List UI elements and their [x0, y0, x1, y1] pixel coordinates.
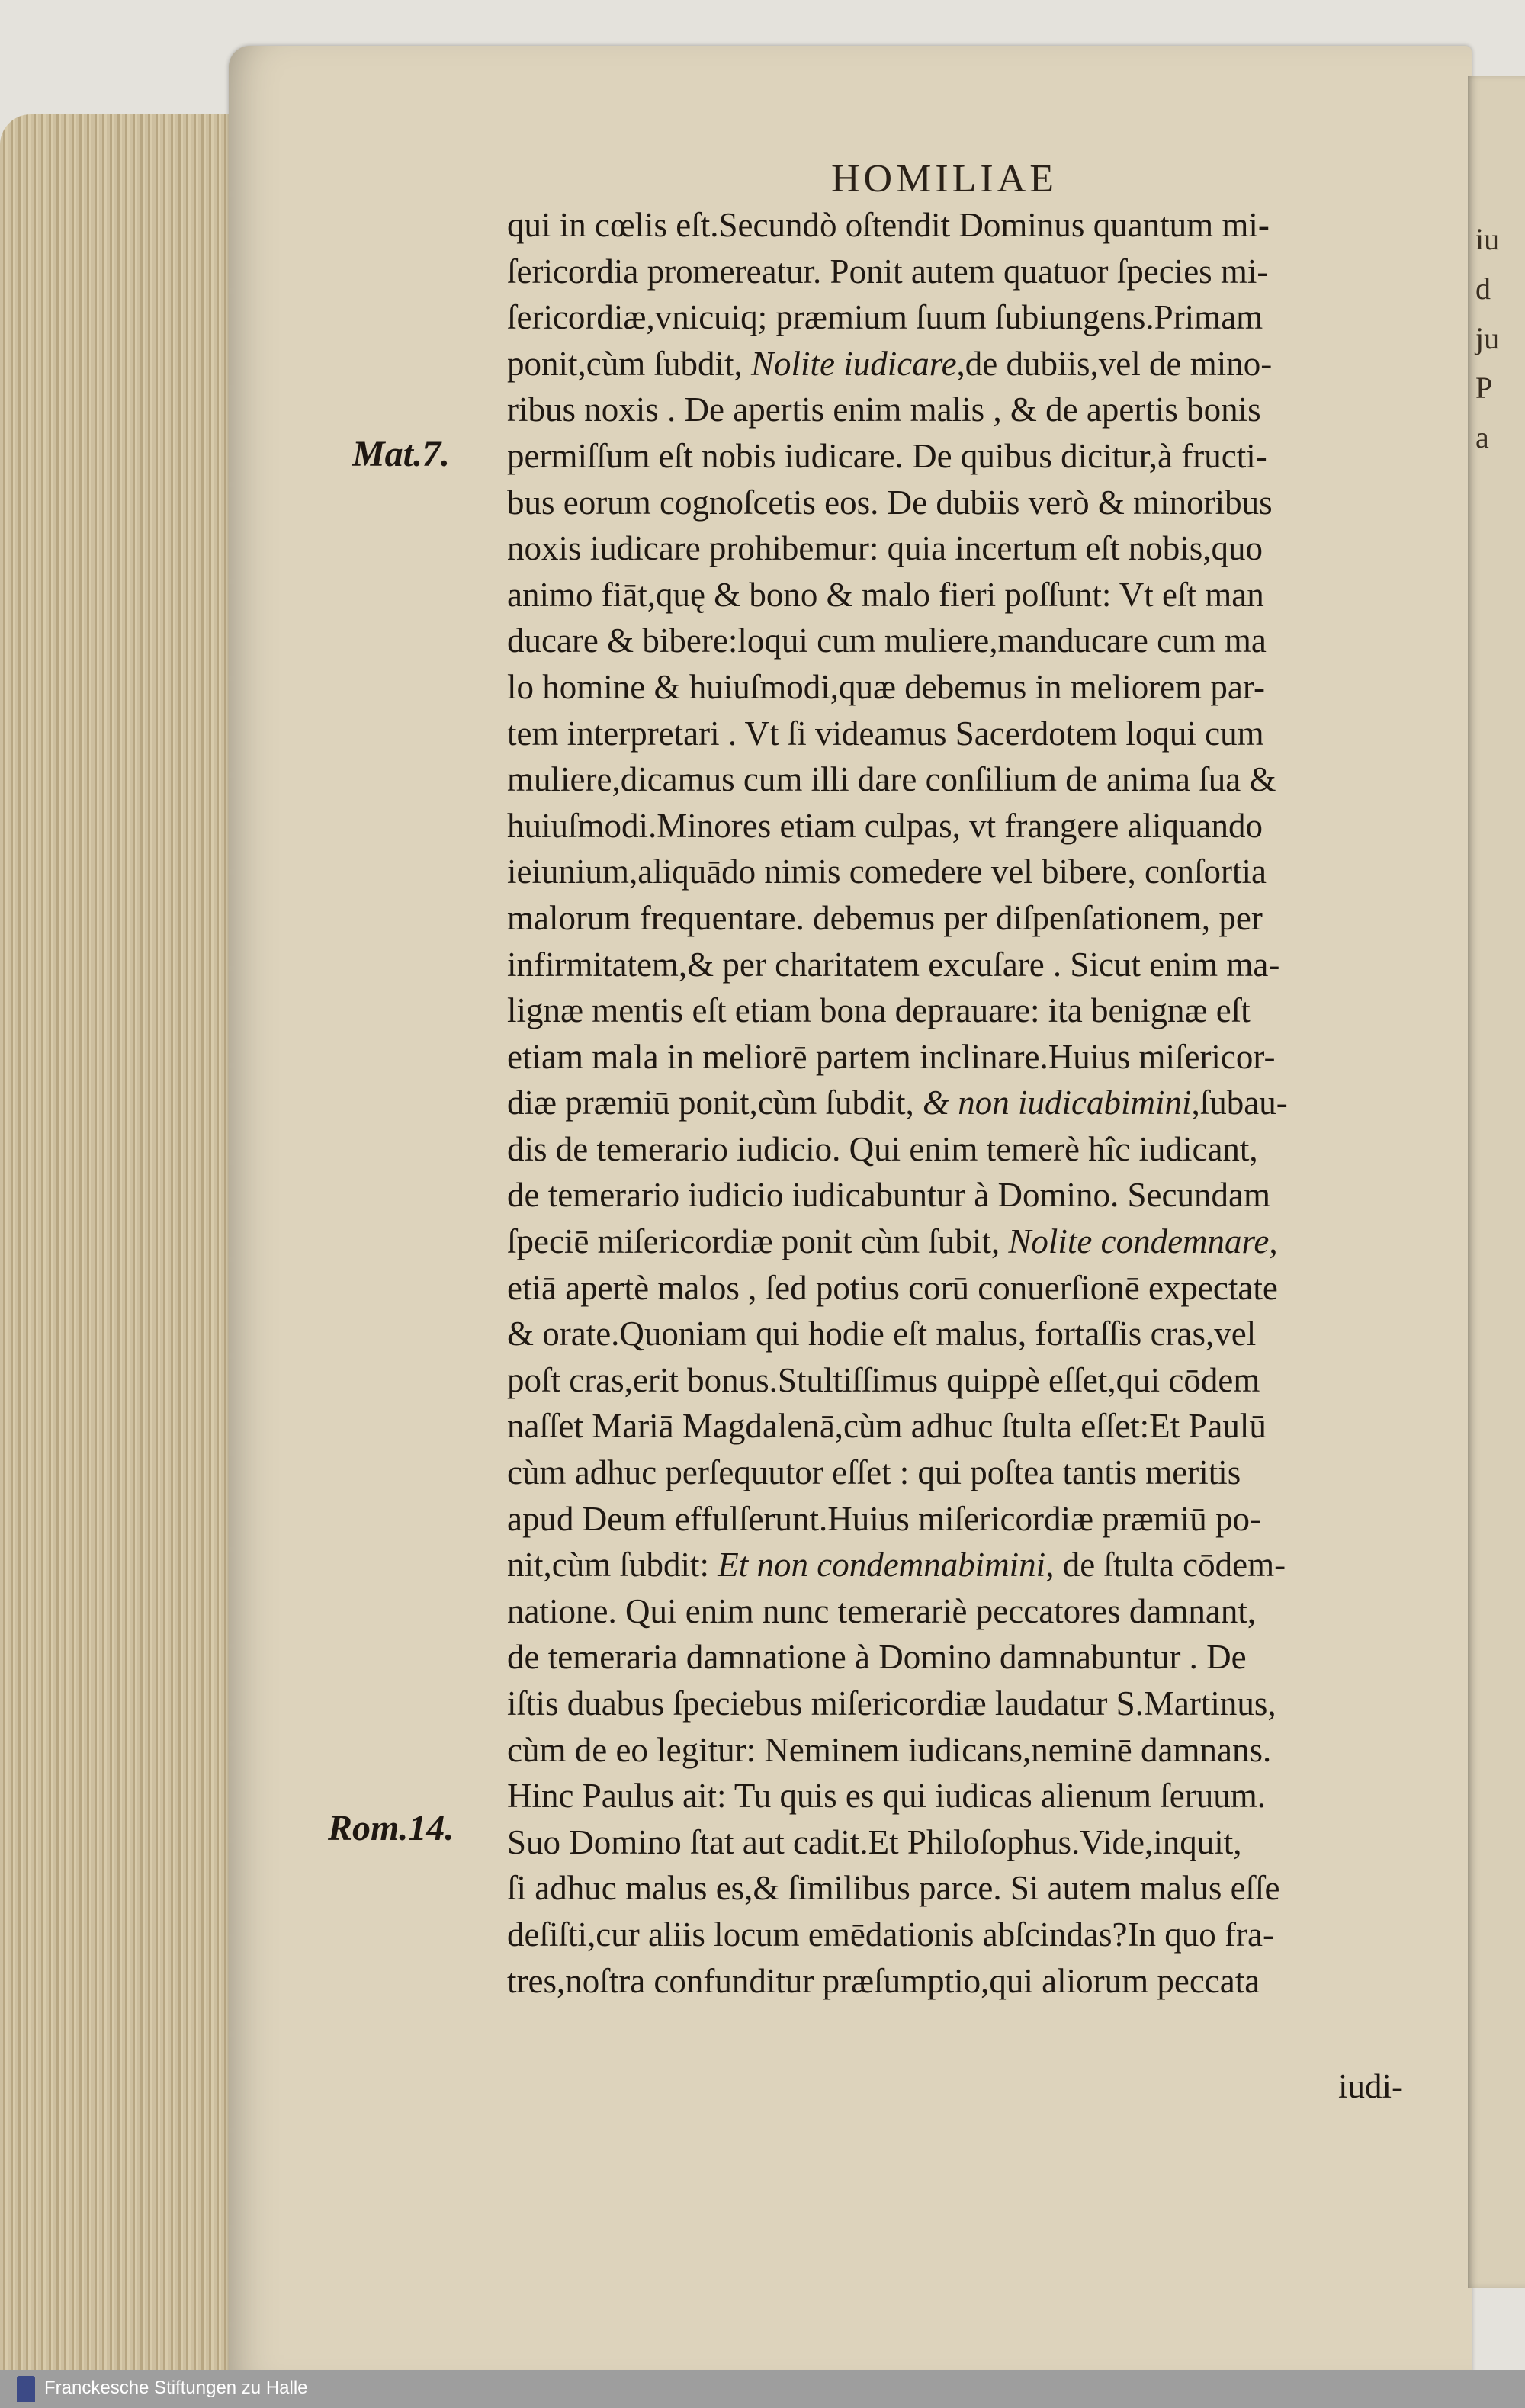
- text-run: etiā apertè malos , ſed potius corū conuerſionē expectate: [507, 1268, 1278, 1307]
- text-line: [507, 1311, 1430, 1357]
- text-line: [507, 1265, 1430, 1312]
- text-run: permiſſum eſt nobis iudicare. De quibus dicitur,à fructi-: [507, 436, 1267, 475]
- facing-page-fragment: d: [1475, 271, 1491, 306]
- text-run: poſt cras,erit bonus.Stultiſſimus quippè eſſet,qui cōdem: [507, 1360, 1260, 1399]
- text-run: ,: [1269, 1222, 1278, 1261]
- text-line: [507, 895, 1430, 942]
- text-run: ponit,cùm ſubdit,: [507, 344, 751, 383]
- text-line: [507, 1634, 1430, 1681]
- text-line: [507, 480, 1430, 526]
- text-line: [507, 1450, 1430, 1496]
- text-line: [507, 1034, 1430, 1080]
- text-run: ſericordiæ,vnicuiq; præmium ſuum ſubiungens.Primam: [507, 298, 1263, 337]
- italic-quote: Nolite iudicare: [751, 344, 957, 383]
- italic-quote: Et non condemnabimini: [718, 1546, 1046, 1584]
- text-run: lo homine & huiuſmodi,quæ debemus in meliorem par-: [507, 667, 1265, 706]
- margin-note-mat: Mat.7.: [352, 434, 451, 474]
- text-line: [507, 1681, 1430, 1727]
- text-line: [507, 572, 1430, 618]
- text-run: noxis iudicare prohibemur: quia incertum eſt nobis,quo: [507, 529, 1263, 568]
- italic-quote: & non iudicabimini: [923, 1084, 1192, 1122]
- text-run: etiam mala in meliorē partem inclinare.Huius miſericor-: [507, 1037, 1276, 1076]
- running-head: HOMILIAE: [831, 157, 1058, 201]
- italic-quote: Nolite condemnare: [1008, 1222, 1270, 1261]
- text-run: & orate.Quoniam qui hodie eſt malus, fortaſſis cras,vel: [507, 1315, 1257, 1353]
- text-line: [507, 1727, 1430, 1774]
- text-line: [507, 664, 1430, 711]
- text-run: muliere,dicamus cum illi dare conſilium de anima ſua &: [507, 760, 1276, 799]
- text-line: [507, 987, 1430, 1034]
- facing-page-fragment: P: [1475, 371, 1493, 405]
- text-run: natione. Qui enim nunc temerariè peccatores damnant,: [507, 1591, 1257, 1630]
- text-run: apud Deum effulſerunt.Huius miſericordiæ præmiū po-: [507, 1499, 1261, 1538]
- text-line: [507, 341, 1430, 387]
- text-run: tres,noſtra confunditur præſumptio,qui aliorum peccata: [507, 1961, 1260, 2000]
- text-run: cùm adhuc perſequutor eſſet : qui poſtea tantis meritis: [507, 1453, 1241, 1492]
- text-run: de temerario iudicio iudicabuntur à Domino. Secundam: [507, 1176, 1270, 1215]
- text-run: ieiunium,aliquādo nimis comedere vel bibere, conſortia: [507, 852, 1267, 891]
- text-line: [507, 1126, 1430, 1173]
- text-line: [507, 387, 1430, 433]
- text-line: [507, 1542, 1430, 1588]
- facing-page-fragment: iu: [1475, 222, 1500, 256]
- text-run: diæ præmiū ponit,cùm ſubdit,: [507, 1084, 923, 1122]
- text-line: [507, 294, 1430, 341]
- text-line: [507, 1357, 1430, 1404]
- text-run: Hinc Paulus ait: Tu quis es qui iudicas alienum ſeruum.: [507, 1777, 1266, 1816]
- facing-page-strip: [1468, 76, 1525, 2288]
- text-line: [507, 1403, 1430, 1450]
- text-line: [507, 433, 1430, 480]
- text-run: cùm de eo legitur: Neminem iudicans,neminē damnans.: [507, 1730, 1272, 1769]
- text-line: [507, 1865, 1430, 1912]
- text-run: dis de temerario iudicio. Qui enim temerè hîc iudicant,: [507, 1129, 1258, 1168]
- text-line: [507, 202, 1430, 249]
- text-run: infirmitatem,& per charitatem excuſare . Sicut enim ma-: [507, 945, 1280, 984]
- text-run: huiuſmodi.Minores etiam culpas, vt frangere aliquando: [507, 806, 1263, 845]
- text-run: ,ſubau-: [1191, 1084, 1288, 1122]
- text-line: [507, 756, 1430, 803]
- text-line: [507, 1496, 1430, 1543]
- text-run: ribus noxis . De apertis enim malis , & de apertis bonis: [507, 390, 1261, 429]
- margin-note-rom: Rom.14.: [328, 1808, 454, 1848]
- body-text: [507, 202, 1430, 2004]
- text-line: [507, 1773, 1430, 1819]
- text-line: [507, 711, 1430, 757]
- text-run: ,de dubiis,vel de mino-: [956, 344, 1273, 383]
- text-line: [507, 249, 1430, 295]
- text-run: qui in cœlis eſt.Secundò oſtendit Dominus quantum mi-: [507, 206, 1270, 244]
- text-line: [507, 942, 1430, 988]
- text-run: naſſet Mariā Magdalenā,cùm adhuc ſtulta eſſet:Et Paulū: [507, 1407, 1267, 1446]
- text-run: ducare & bibere:loqui cum muliere,manducare cum ma: [507, 621, 1267, 660]
- text-line: [507, 1912, 1430, 1958]
- text-run: deſiſti,cur aliis locum emēdationis abſcindas?In quo fra-: [507, 1915, 1274, 1954]
- text-line: [507, 1218, 1430, 1265]
- text-line: [507, 849, 1430, 895]
- text-line: [507, 1080, 1430, 1126]
- catchword: iudi-: [1338, 2067, 1403, 2105]
- facing-page-fragment: ju: [1475, 321, 1500, 355]
- text-run: ſericordia promereatur. Ponit autem quatuor ſpecies mi-: [507, 252, 1269, 291]
- text-run: tem interpretari . Vt ſi videamus Sacerdotem loqui cum: [507, 714, 1264, 753]
- text-run: malorum frequentare. debemus per diſpenſationem, per: [507, 898, 1263, 937]
- text-run: animo fiāt,quę & bono & malo fieri poſſunt: Vt eſt man: [507, 575, 1264, 614]
- text-line: [507, 1819, 1430, 1866]
- facing-page-fragment: a: [1475, 420, 1489, 454]
- text-run: , de ſtulta cōdem-: [1045, 1546, 1286, 1584]
- text-run: Suo Domino ſtat aut cadit.Et Philoſophus.Vide,inquit,: [507, 1822, 1242, 1861]
- text-run: nit,cùm ſubdit:: [507, 1546, 718, 1584]
- text-run: de temeraria damnatione à Domino damnabuntur . De: [507, 1638, 1247, 1677]
- text-line: [507, 803, 1430, 849]
- text-run: lignæ mentis eſt etiam bona deprauare: ita benignæ eſt: [507, 991, 1250, 1030]
- text-run: iſtis duabus ſpeciebus miſericordiæ laudatur S.Martinus,: [507, 1684, 1276, 1723]
- text-line: [507, 1958, 1430, 2005]
- text-line: [507, 1172, 1430, 1218]
- text-line: [507, 525, 1430, 572]
- book-page-edges: [0, 114, 236, 2402]
- text-run: bus eorum cognoſcetis eos. De dubiis verò & minoribus: [507, 483, 1273, 522]
- institution-logo-icon: [17, 2376, 35, 2402]
- text-run: ſpeciē miſericordiæ ponit cùm ſubit,: [507, 1222, 1009, 1261]
- footer-institution: Franckesche Stiftungen zu Halle: [44, 2377, 308, 2398]
- text-run: ſi adhuc malus es,& ſimilibus parce. Si autem malus eſſe: [507, 1869, 1280, 1908]
- text-line: [507, 1588, 1430, 1635]
- text-line: [507, 618, 1430, 664]
